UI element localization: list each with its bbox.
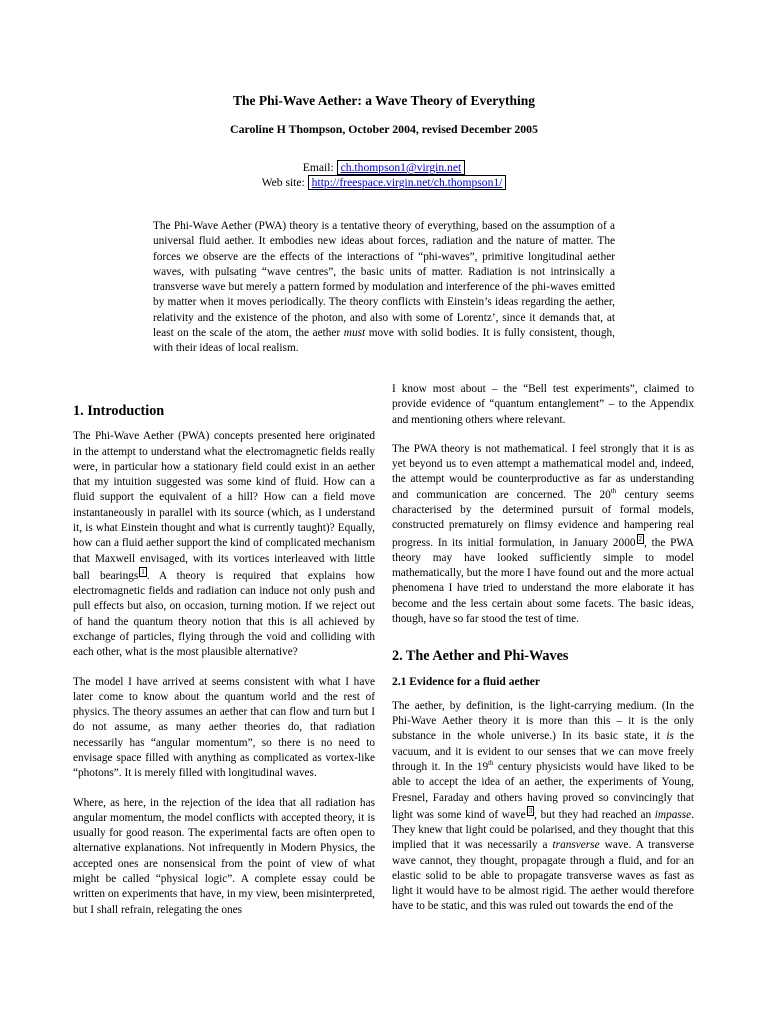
aether-p1-em-3: transverse (552, 839, 600, 852)
intro-p4-text-b: century seems characterised by the determined pursuit of formal models, constructed prematurely on flimsy evidence and hampering real progress. In its initial formulation, in January 2000 (392, 488, 695, 549)
website-label: Web site: (261, 176, 308, 189)
intro-paragraph-3: Where, as here, in the rejection of the idea that all radiation has angular momentum, the model conflicts with accepted theory, it is usually for good reason. The experimental facts are often open to alternative explanations. Not infrequently in Modern Physics, the accepted ones are nonsensical from the point of view of what might be called “physical logic”. A complete essay could be written on experiments that have, in my view, been misinterpreted, but I shall refrain, relegating the ones (73, 796, 375, 916)
contact-block (0, 160, 768, 190)
aether-p1-text-e: . They knew that light could be polarised, and they thought that this implied that it was necessarily a (392, 808, 694, 852)
aether-p1-text-f: wave. A transverse wave cannot, they thought, propagate through a fluid, and for an elastic solid to be able to propagate transverse waves as fast as light it would have to be almost rigid. The aether would therefore have to be static, and this was ruled out towards the end of the (392, 839, 694, 913)
section-2-heading: 2. The Aether and Phi-Waves (392, 648, 569, 665)
intro-paragraph-3-continued: I know most about – the “Bell test experiments”, claimed to provide evidence of “quantum entanglement” – to the Appendix and mentioning others where relevant. (392, 383, 694, 426)
website-line (0, 175, 768, 190)
email-link[interactable]: ch.thompson1@virgin.net (337, 160, 466, 175)
intro-p4-superscript: th (610, 487, 617, 496)
aether-p1-em-2: impasse (654, 808, 692, 821)
intro-paragraph-2: The model I have arrived at seems consistent with what I have later come to know about the quantum world and the rest of physics. The theory assumes an aether that can flow and turn but I do not assume, as many aether theories do, that radiation necessarily has “angular momentum”, so there is no need to envisage space filled with anything as complicated as vortex-like “photons”. It is merely filled with longitudinal waves. (73, 675, 375, 780)
website-link[interactable]: http://freespace.virgin.net/ch.thompson1/ (308, 175, 507, 190)
aether-p1-text-b: the vacuum, and it is evident to our senses that we can move freely through it. In the 19 (392, 730, 694, 773)
section-1-heading: 1. Introduction (73, 403, 165, 419)
abstract-text-2: move with solid bodies. It is fully consistent, though, with their ideas of local realism. (153, 327, 615, 355)
left-column (73, 402, 375, 932)
subsection-2-1-heading: 2.1 Evidence for a fluid aether (392, 675, 540, 688)
abstract-text-1: The Phi-Wave Aether (PWA) theory is a tentative theory of everything, based on the assumption of a universal fluid aether. It embodies new ideas about forces, radiation and the nature of matter. The forces we observe are the effects of the interactions of “phi-waves”, primitive longitudinal aether waves, with pulsating “wave centres”, the basic units of matter. Radiation is not intrinsically a transverse wave but merely a pattern formed by modulation and interference of the phi-waves emitted by matter when it moves periodically. The theory conflicts with Einstein’s ideas regarding the aether, relativity and the existence of the photon, and also with some of Lorentz’, since it demands that, at least on the scale of the atom, the aether (153, 220, 615, 340)
footnote-ref-2[interactable]: 2 (638, 534, 643, 543)
right-column (392, 382, 694, 929)
intro-paragraph-1 (73, 429, 375, 660)
aether-p1-text-d: , but they had reached an (534, 808, 655, 821)
author-line: Caroline H Thompson, October 2004, revised December 2005 (230, 122, 538, 136)
intro-paragraph-4 (392, 442, 694, 627)
aether-p1-superscript: th (488, 759, 494, 768)
email-label: Email: (302, 161, 337, 174)
footnote-ref-1[interactable]: 1 (141, 567, 145, 576)
paper-title: The Phi-Wave Aether: a Wave Theory of Everything (232, 93, 536, 108)
intro-p4-text-a: The PWA theory is not mathematical. I feel strongly that it is as yet beyond us to even attempt a mathematical model and, indeed, the attempt would be counterproductive as far as understanding and communication are concerned. The 20 (392, 442, 694, 501)
footnote-ref-3[interactable]: 3 (528, 806, 533, 815)
aether-p1-em-1: is (666, 730, 674, 743)
email-line (0, 160, 768, 175)
aether-p1-text-c: century physicists would have liked to be able to accept the idea of an aether, the experiments of Young, Fresnel, Faraday and others having proved so convincingly that light was some kind of wave (392, 761, 694, 821)
intro-p1-text-b: . A theory is required that explains how electromagnetic fields and radiation can induce not only push and pull effects but also, on occasion, turning motion. If we reject out of hand the quantum theory notion that this is all achieved by exchange of particles, flying through the void and colliding with each other, what is the most plausible alternative? (73, 569, 375, 659)
abstract (153, 219, 615, 357)
aether-p1-text-a: The aether, by definition, is the light-carrying medium. (In the Phi-Wave Aether theory it is more than this – it is the only substance in the whole universe.) In its basic state, it (392, 699, 694, 743)
intro-p1-text-a: The Phi-Wave Aether (PWA) concepts presented here originated in the attempt to understand what the electromagnetic fields really were, in particular how a stationary field could exist in an aether that my intuition suggested was some kind of fluid. How can a fluid support the equivalent of a hill? How can a field move instantaneously in parallel with its source (which, as I understand it, is what Einstein thought and what is currently taught)? Equally, how can a fluid aether support the kind of complicated mechanism that Maxwell envisaged, with its vortices interleaved with little ball bearings (73, 430, 375, 582)
aether-paragraph-1 (392, 699, 694, 915)
abstract-emphasis: must (343, 327, 366, 340)
intro-p4-text-c: , the PWA theory may have looked sufficiently simple to model mathematically, but the more I have found out and the more actual phenomena I have tried to understand the more elaborate it has become and the less certain about some facets. The basic ideas, though, have so far stood the test of time. (392, 536, 695, 625)
